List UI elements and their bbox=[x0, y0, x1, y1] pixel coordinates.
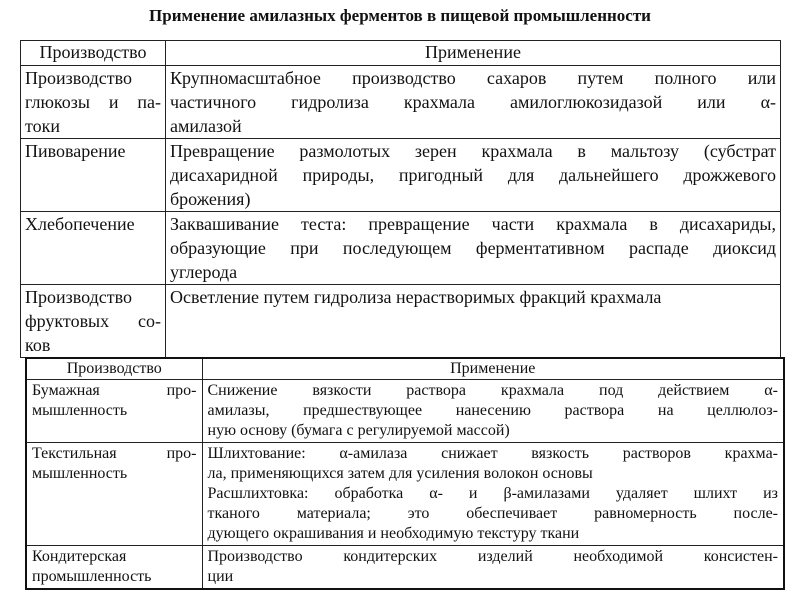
application-cell bbox=[166, 66, 781, 139]
column-header-application: Применение bbox=[166, 41, 781, 66]
table-row bbox=[21, 212, 781, 285]
table-header-row bbox=[21, 41, 781, 66]
production-cell bbox=[21, 66, 166, 139]
production-cell bbox=[26, 546, 202, 590]
cell-line: Осветление путем гидролиза нерастворимых фракций крахмала bbox=[170, 287, 662, 307]
table-row bbox=[21, 139, 781, 212]
application-cell bbox=[202, 443, 784, 546]
cell-line: Производство кондитерских изделий необходимой консистен- bbox=[207, 548, 778, 565]
application-cell bbox=[166, 212, 781, 285]
cell-line: мышленность bbox=[32, 402, 128, 419]
cell-line: амилазы, предшествующее нанесению раствора на целлюлоз- bbox=[207, 402, 778, 419]
cell-line: глюкозы и па- bbox=[25, 92, 161, 112]
cell-line: мышленность bbox=[32, 465, 128, 482]
application-cell bbox=[202, 546, 784, 590]
application-cell bbox=[202, 380, 784, 443]
column-header-production: Производство bbox=[21, 41, 166, 66]
cell-line: дующего окрашивания и необходимую текстуру ткани bbox=[207, 525, 580, 542]
cell-line: Расшлихтовка: обработка α- и β-амилазами удаляет шлихт из bbox=[207, 485, 778, 502]
cell-line: Крупномасштабное производство сахаров путем полного или bbox=[170, 68, 776, 88]
cell-line: Кондитерская bbox=[32, 548, 127, 565]
production-cell bbox=[21, 139, 166, 212]
cell-line: Шлихтование: α-амилаза снижает вязкость растворов крахма- bbox=[207, 445, 778, 462]
column-header-application: Применение bbox=[202, 358, 784, 380]
cell-line: Текстильная про- bbox=[32, 445, 197, 462]
cell-line: токи bbox=[25, 116, 61, 136]
production-cell bbox=[21, 285, 166, 358]
cell-line: тканого материала; это обеспечивает равномерность после- bbox=[207, 505, 778, 522]
cell-line: Бумажная про- bbox=[32, 382, 197, 399]
enzyme-table-upper bbox=[20, 40, 781, 358]
cell-line: образующие при последующем ферментативном распаде диоксид bbox=[170, 238, 776, 258]
table-row bbox=[26, 380, 784, 443]
production-cell bbox=[26, 443, 202, 546]
table-header-row bbox=[26, 358, 784, 380]
application-cell bbox=[166, 285, 781, 358]
cell-line: Производство bbox=[25, 287, 132, 307]
production-cell bbox=[21, 212, 166, 285]
cell-line: Хлебопечение bbox=[25, 214, 135, 234]
cell-line: ции bbox=[207, 568, 234, 585]
cell-line: фруктовых со- bbox=[25, 311, 161, 331]
cell-line: амилазой bbox=[170, 116, 242, 136]
cell-line: углерода bbox=[170, 262, 238, 282]
cell-line: частичного гидролиза крахмала амилоглюкозидазой или α- bbox=[170, 92, 776, 112]
cell-line: Пивоварение bbox=[25, 141, 126, 161]
cell-line: Снижение вязкости раствора крахмала под действием α- bbox=[207, 382, 778, 399]
cell-line: ную основу (бумага с регулируемой массой) bbox=[207, 422, 510, 439]
cell-line: дисахаридной природы, пригодный для дальнейшего дрожжевого bbox=[170, 165, 776, 185]
cell-line: промышленность bbox=[32, 568, 152, 585]
cell-line: ков bbox=[25, 335, 51, 355]
table-row bbox=[21, 285, 781, 358]
production-cell bbox=[26, 380, 202, 443]
cell-line: Заквашивание теста: превращение части крахмала в дисахариды, bbox=[170, 214, 776, 234]
cell-line: брожения) bbox=[170, 189, 251, 209]
application-cell bbox=[166, 139, 781, 212]
page-title: Применение амилазных ферментов в пищевой промышленности bbox=[149, 6, 651, 25]
table-row bbox=[26, 546, 784, 590]
cell-line: Производство bbox=[25, 68, 132, 88]
column-header-production: Производство bbox=[26, 358, 202, 380]
cell-line: ла, применяющихся затем для усиления волокон основы bbox=[207, 465, 593, 482]
table-row bbox=[26, 443, 784, 546]
table-row bbox=[21, 66, 781, 139]
cell-line: Превращение размолотых зерен крахмала в мальтозу (субстрат bbox=[170, 141, 776, 161]
enzyme-table-lower bbox=[25, 357, 785, 590]
